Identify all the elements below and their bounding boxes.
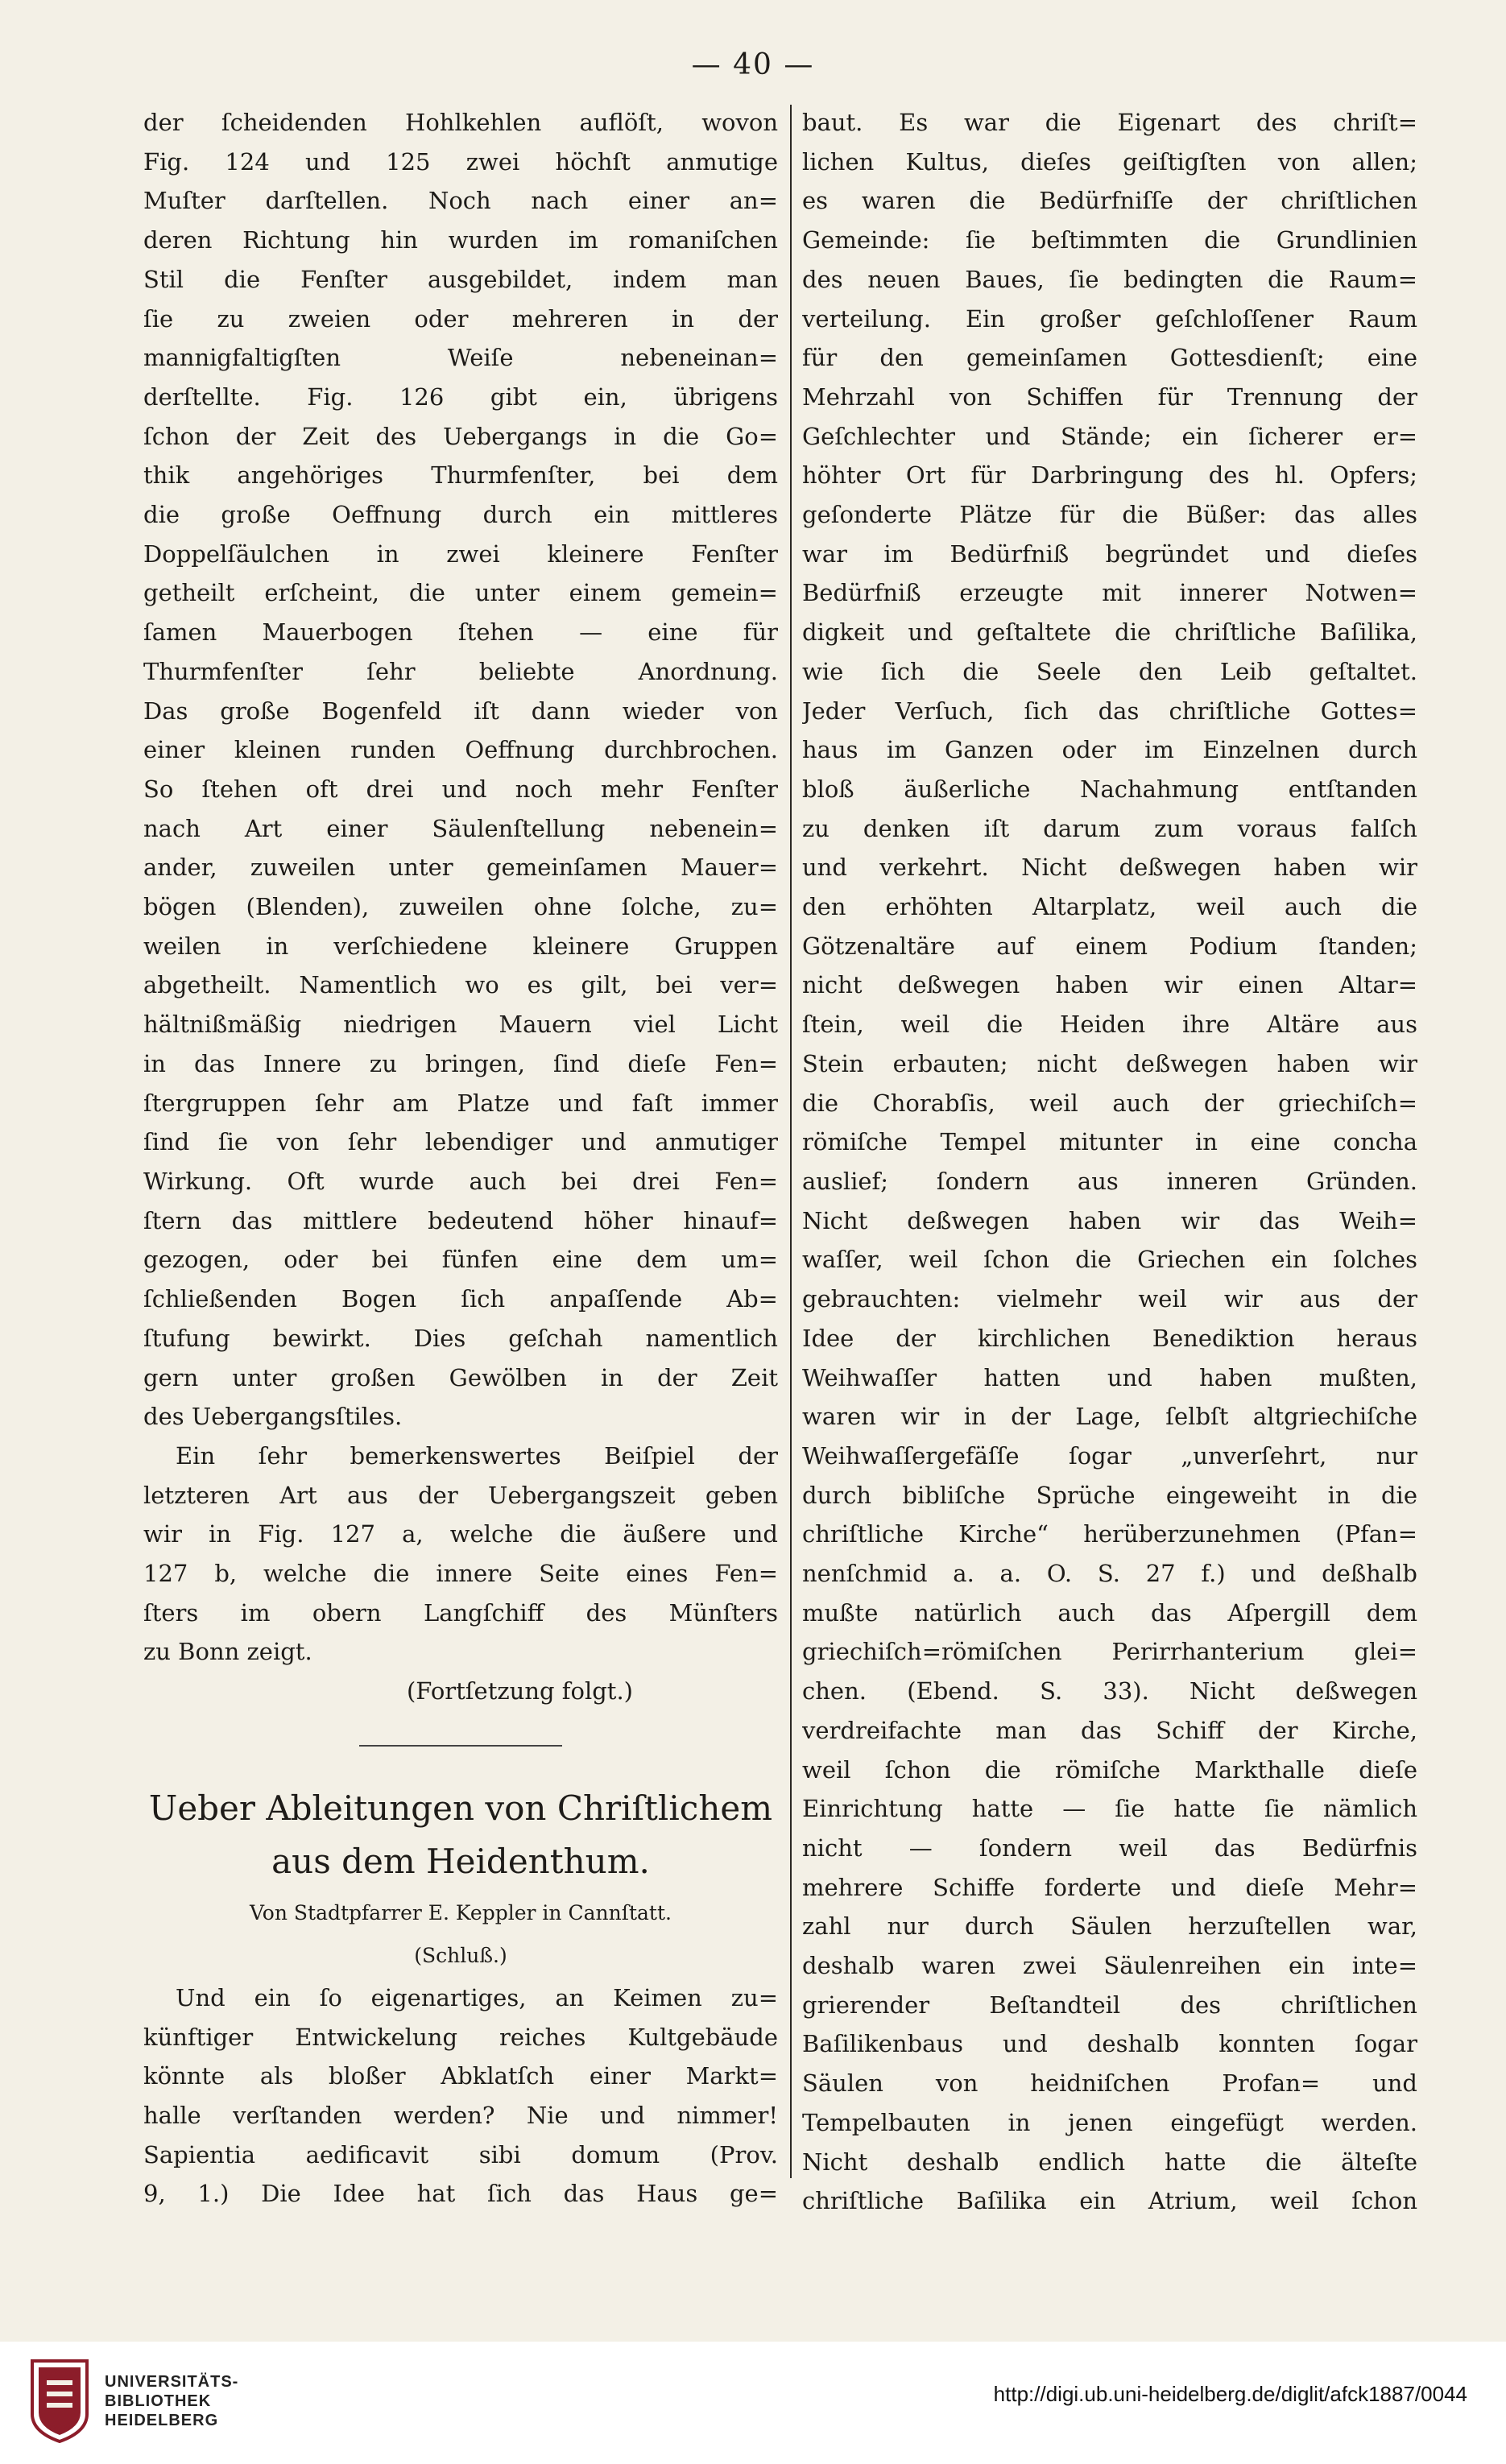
logo-line-3: HEIDELBERG bbox=[105, 2412, 219, 2429]
text-line: Ein ſehr bemerkenswertes Beiſpiel der bbox=[176, 1441, 778, 1470]
text-line: Baſilikenbaus und deshalb konnten ſogar bbox=[802, 2030, 1417, 2058]
text-line: ſtern das mittlere bedeutend höher hinauf= bbox=[143, 1206, 778, 1234]
text-line: mannigfaltigſten Weiſe nebeneinan= bbox=[143, 344, 778, 372]
text-line: mußte natürlich auch das Aſpergill dem bbox=[802, 1598, 1417, 1627]
text-line: Weihwaſſer hatten und haben mußten, bbox=[802, 1363, 1417, 1391]
article-title-line-1: Ueber Ableitungen von Chriſtlichem bbox=[148, 1788, 773, 1828]
text-line: Das große Bogenfeld iſt dann wieder von bbox=[143, 697, 778, 725]
column-divider bbox=[790, 105, 792, 2178]
text-line: Und ein ſo eigenartiges, an Keimen zu= bbox=[176, 1983, 778, 2011]
text-line: nach Art einer Säulenſtellung nebenein= bbox=[143, 814, 778, 842]
text-line: verteilung. Ein großer geſchloſſener Raum bbox=[802, 304, 1417, 333]
text-line: derſtellte. Fig. 126 gibt ein, übrigens bbox=[143, 382, 778, 411]
text-line: Muſter darſtellen. Noch nach einer an= bbox=[143, 187, 778, 215]
text-line: nicht — ſondern weil das Bedürfnis bbox=[802, 1834, 1417, 1862]
text-line: Tempelbauten in jenen eingefügt werden. bbox=[802, 2108, 1417, 2136]
text-line: lichen Kultus, dieſes geiſtigſten von allen; bbox=[802, 147, 1417, 176]
text-line: weilen in verſchiedene kleinere Gruppen bbox=[143, 932, 778, 960]
text-line: Wirkung. Oft wurde auch bei drei Fen= bbox=[143, 1167, 778, 1195]
text-line: die große Oeffnung durch ein mittleres bbox=[143, 501, 778, 529]
university-library-name bbox=[105, 2372, 238, 2430]
text-line: ſters im obern Langſchiff des Münſters bbox=[143, 1598, 778, 1627]
text-line: bögen (Blenden), zuweilen ohne ſolche, zu= bbox=[143, 893, 778, 921]
text-line: bloß äußerliche Nachahmung entſtanden bbox=[802, 775, 1417, 803]
text-line: Fig. 124 und 125 zwei höchſt anmutige bbox=[143, 147, 778, 176]
text-line: auslief; ſondern aus inneren Gründen. bbox=[802, 1167, 1417, 1195]
text-line: 127 b, welche die innere Seite eines Fen= bbox=[143, 1560, 778, 1588]
text-line: geſonderte Plätze für die Büßer: das alles bbox=[802, 501, 1417, 529]
text-line: es waren die Bedürfniſſe der chriſtlichen bbox=[802, 187, 1417, 215]
page-number: — 40 — bbox=[691, 48, 815, 81]
text-line: getheilt erſcheint, die unter einem gemein= bbox=[143, 579, 778, 607]
left-paragraph-1 bbox=[143, 103, 778, 1437]
text-line: ſtufung bewirkt. Dies geſchah namentlich bbox=[143, 1324, 778, 1352]
text-line: zahl nur durch Säulen herzuſtellen war, bbox=[802, 1912, 1417, 1941]
text-line: chriſtliche Kirche“ herüberzunehmen (Pfan= bbox=[802, 1520, 1417, 1548]
text-line: die Chorabſis, weil auch der griechiſch= bbox=[802, 1089, 1417, 1117]
text-line: ſchließenden Bogen ſich anpaſſende Ab= bbox=[143, 1285, 778, 1313]
right-paragraph bbox=[802, 103, 1417, 2221]
logo-line-2: BIBLIOTHEK bbox=[105, 2392, 212, 2410]
text-line: 9, 1.) Die Idee hat ſich das Haus ge= bbox=[143, 2180, 778, 2208]
text-line: gern unter großen Gewölben in der Zeit bbox=[143, 1363, 778, 1391]
text-line: einer kleinen runden Oeffnung durchbrochen. bbox=[143, 736, 778, 764]
text-line: waſſer, weil ſchon die Griechen ein ſolches bbox=[802, 1246, 1417, 1274]
text-line: ſind ſie von ſehr lebendiger und anmutiger bbox=[143, 1128, 778, 1156]
text-line: ſie zu zweien oder mehreren in der bbox=[143, 304, 778, 333]
text-line: haus im Ganzen oder im Einzelnen durch bbox=[802, 736, 1417, 764]
text-line: Nicht deshalb endlich hatte die älteſte bbox=[802, 2148, 1417, 2176]
text-line: ſtergruppen ſehr am Platze und faſt immer bbox=[143, 1089, 778, 1117]
left-column bbox=[143, 103, 778, 2214]
text-line: wie ſich die Seele den Leib geſtaltet. bbox=[802, 657, 1417, 685]
text-line: hältnißmäßig niedrigen Mauern viel Licht bbox=[143, 1011, 778, 1039]
section-rule bbox=[359, 1745, 562, 1747]
text-line: in das Innere zu bringen, ſind dieſe Fen= bbox=[143, 1049, 778, 1077]
text-line: chen. (Ebend. S. 33). Nicht deßwegen bbox=[802, 1677, 1417, 1705]
text-line: Säulen von heidniſchen Profan= und bbox=[802, 2069, 1417, 2098]
text-line: des Uebergangsſtiles. bbox=[143, 1403, 403, 1431]
text-line: Weihwaſſergefäſſe ſogar „unverſehrt, nur bbox=[802, 1441, 1417, 1470]
text-line: thik angehöriges Thurmfenſter, bei dem bbox=[143, 461, 778, 490]
text-line: ander, zuweilen unter gemeinſamen Mauer= bbox=[143, 854, 778, 882]
text-line: abgetheilt. Namentlich wo es gilt, bei ver= bbox=[143, 971, 778, 999]
text-line: deshalb waren zwei Säulenreihen ein inte= bbox=[802, 1952, 1417, 1980]
left-paragraph-2 bbox=[143, 1437, 778, 1672]
article-byline: Von Stadtpfarrer E. Keppler in Cannſtatt. bbox=[250, 1900, 672, 1924]
text-line: Mehrzahl von Schiffen für Trennung der bbox=[802, 382, 1417, 411]
text-line: Nicht deßwegen haben wir das Weih= bbox=[802, 1206, 1417, 1234]
text-line: Götzenaltäre auf einem Podium ſtanden; bbox=[802, 932, 1417, 960]
text-line: ſchon der Zeit des Uebergangs in die Go= bbox=[143, 422, 778, 450]
text-line: war im Bedürfniß begründet und dieſes bbox=[802, 540, 1417, 568]
continued-note: (Fortſetzung folgt.) bbox=[406, 1677, 633, 1705]
text-line: Idee der kirchlichen Benediktion heraus bbox=[802, 1324, 1417, 1352]
left-paragraph-3 bbox=[143, 1978, 778, 2214]
text-line: deren Richtung hin wurden im romaniſchen bbox=[143, 226, 778, 254]
text-line: römiſche Tempel mitunter in eine concha bbox=[802, 1128, 1417, 1156]
text-line: Gemeinde: ſie beſtimmten die Grundlinien bbox=[802, 226, 1417, 254]
text-line: Jeder Verſuch, ſich das chriſtliche Gottes= bbox=[802, 697, 1417, 725]
text-line: ſtein, weil die Heiden ihre Altäre aus bbox=[802, 1011, 1417, 1039]
text-line: griechiſch=römiſchen Perirrhanterium glei= bbox=[802, 1638, 1417, 1666]
text-line: ſamen Mauerbogen ſtehen — eine für bbox=[143, 618, 778, 647]
text-line: zu denken iſt darum zum voraus falſch bbox=[802, 814, 1417, 842]
text-line: Bedürfniß erzeugte mit innerer Notwen= bbox=[802, 579, 1417, 607]
article-subnote: (Schluß.) bbox=[414, 1943, 507, 1967]
text-line: grierender Beſtandteil des chriſtlichen bbox=[802, 1991, 1417, 2019]
text-line: gezogen, oder bei fünfen eine dem um= bbox=[143, 1246, 778, 1274]
text-line: digkeit und geſtaltete die chriſtliche Baſilika, bbox=[802, 618, 1417, 647]
text-line: Geſchlechter und Stände; ein ſicherer er= bbox=[802, 422, 1417, 450]
text-line: zu Bonn zeigt. bbox=[143, 1638, 312, 1666]
text-line: So ſtehen oft drei und noch mehr Fenſter bbox=[143, 775, 778, 803]
text-line: gebrauchten: vielmehr weil wir aus der bbox=[802, 1285, 1417, 1313]
university-library-logo-icon bbox=[27, 2358, 92, 2443]
text-line: höhter Ort für Darbringung des hl. Opfers; bbox=[802, 461, 1417, 490]
text-line: mehrere Schiffe forderte und dieſe Mehr= bbox=[802, 1873, 1417, 1901]
right-column bbox=[802, 103, 1417, 2221]
text-line: und verkehrt. Nicht deßwegen haben wir bbox=[802, 854, 1417, 882]
text-line: Stil die Fenſter ausgebildet, indem man bbox=[143, 265, 778, 293]
article-title-line-2: aus dem Heidenthum. bbox=[271, 1841, 650, 1881]
text-line: halle verſtanden werden? Nie und nimmer! bbox=[143, 2101, 778, 2129]
text-line: für den gemeinſamen Gottesdienſt; eine bbox=[802, 344, 1417, 372]
text-line: Doppelſäulchen in zwei kleinere Fenſter bbox=[143, 540, 778, 568]
text-line: verdreifachte man das Schiff der Kirche, bbox=[802, 1716, 1417, 1744]
text-line: letzteren Art aus der Uebergangszeit geben bbox=[143, 1481, 778, 1509]
text-line: Sapientia aedificavit sibi domum (Prov. bbox=[143, 2140, 778, 2168]
text-line: den erhöhten Altarplatz, weil auch die bbox=[802, 893, 1417, 921]
text-line: könnte als bloßer Abklatſch einer Markt= bbox=[143, 2062, 778, 2090]
text-line: der ſcheidenden Hohlkehlen auflöſt, wovon bbox=[143, 109, 778, 136]
text-line: Stein erbauten; nicht deßwegen haben wir bbox=[802, 1049, 1417, 1077]
text-line: nenſchmid a. a. O. S. 27 f.) und deßhalb bbox=[802, 1560, 1417, 1588]
text-line: künftiger Entwickelung reiches Kultgebäude bbox=[143, 2023, 778, 2051]
text-line: Einrichtung hatte — ſie hatte ſie nämlich bbox=[802, 1795, 1417, 1823]
source-url-link[interactable]: http://digi.ub.uni-heidelberg.de/diglit/afck1887/0044 bbox=[993, 2382, 1467, 2406]
text-line: nicht deßwegen haben wir einen Altar= bbox=[802, 971, 1417, 999]
text-line: baut. Es war die Eigenart des chriſt= bbox=[802, 109, 1417, 136]
text-line: durch bibliſche Sprüche eingeweiht in die bbox=[802, 1481, 1417, 1509]
text-line: waren wir in der Lage, ſelbſt altgriechiſche bbox=[802, 1403, 1417, 1431]
text-line: des neuen Baues, ſie bedingten die Raum= bbox=[802, 265, 1417, 293]
logo-line-1: UNIVERSITÄTS- bbox=[105, 2373, 239, 2391]
text-line: Thurmfenſter ſehr beliebte Anordnung. bbox=[143, 657, 778, 685]
text-line: wir in Fig. 127 a, welche die äußere und bbox=[143, 1520, 778, 1548]
text-line: chriſtliche Baſilika ein Atrium, weil ſchon bbox=[802, 2187, 1417, 2215]
text-line: weil ſchon die römiſche Markthalle dieſe bbox=[802, 1755, 1417, 1784]
